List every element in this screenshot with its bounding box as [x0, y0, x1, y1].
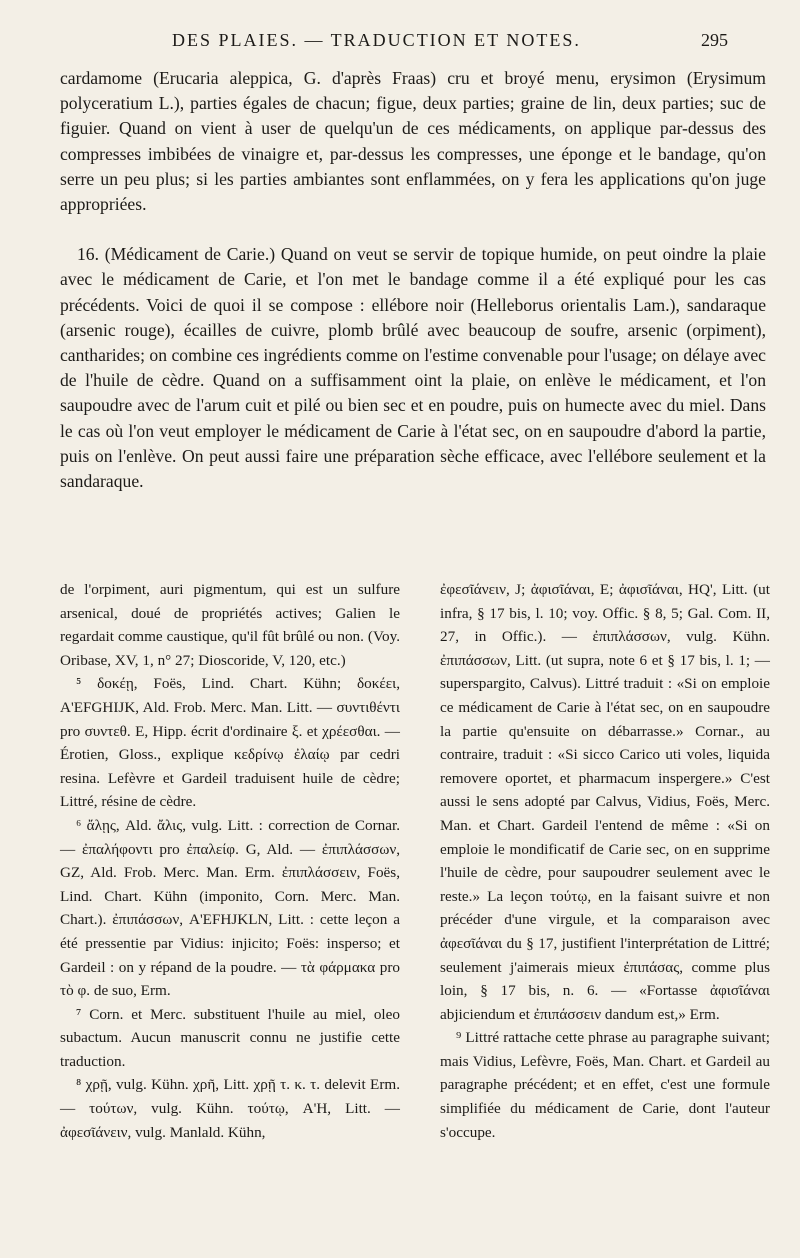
footnote: ⁹ Littré rattache cette phrase au paragraphe suivant; mais Vidius, Lefèvre, Foës, Man. Chart. et Gardeil au paragraphe précédent; et en effet, c'est une formule simplifiée du médicament de Carie, dont l'auteur s'occupe.: [440, 1029, 770, 1141]
footnote: ⁶ ἄλῃς, Ald. ἄλις, vulg. Litt. : correction de Cornar. — ἐπαλήφοντι pro ἐπαλείφ. G, Ald. — ἐπιπλάσσων, GZ, Ald. Frob. Merc. Man. Erm. ἐπιπλάσσειν, Foës, Lind. Chart. Kühn (imponito, Corn. Merc. Man. Chart.). ἐπιπάσσων, A'EFHJKLN, Litt. : cette leçon a été pressentie par Vidius: injicito; Foës: insperso; et Gardeil : on y répand de la poudre. — τὰ φάρμακα pro τὸ φ. de suo, Erm.: [60, 816, 400, 1000]
page-number: 295: [701, 30, 728, 50]
footnote: ⁸ χρῇ, vulg. Kühn. χρῆ, Litt. χρῇ τ. κ. τ. delevit Erm. — τούτων, vulg. Kühn. τούτῳ, A'H, Litt. — ἀφεσῖάνειν, vulg. Manlald. Kühn,: [60, 1076, 400, 1141]
main-text: [60, 66, 766, 494]
running-title: DES PLAIES. — TRADUCTION ET NOTES.: [172, 30, 581, 50]
footnotes-left-column: [60, 578, 400, 1144]
footnote: ⁵ δοκέῃ, Foës, Lind. Chart. Kühn; δοκέει, A'EFGHIJK, Ald. Frob. Merc. Man. Litt. — συντιθέντι pro συντεθ. E, Hipp. écrit d'ordinaire ξ. et χρέεσθαι. — Érotien, Gloss., explique κεδρίνῳ ἐλαίῳ par cedri resina. Lefèvre et Gardeil traduisent huile de cèdre; Littré, résine de cèdre.: [60, 675, 400, 811]
footnote: de l'orpiment, auri pigmentum, qui est un sulfure arsenical, doué de propriétés actives; Galien le regardait comme caustique, qu'il fût brûlé ou non. (Voy. Oribase, XV, 1, n° 27; Dioscoride, V, 120, etc.): [60, 581, 400, 669]
paragraph-continued: cardamome (Erucaria aleppica, G. d'après Fraas) cru et broyé menu, erysimon (Erysimum polyceratium L.), parties égales de chacun; figue, deux parties; graine de lin, deux parties; suc de figuier. Quand on vient à user de quelqu'un de ces médicaments, on applique par-dessus des compresses imbibées de vinaigre et, par-dessus les compresses, une éponge et le bandage, qu'on serre un peu plus; si les parties ambiantes sont enflammées, on y fera les applications qu'on juge appropriées.: [60, 68, 766, 215]
paragraph-16: 16. (Médicament de Carie.) Quand on veut se servir de topique humide, on peut oindre la plaie avec le médicament de Carie, et l'on met le bandage comme il a été expliqué pour les cas précédents. Voici de quoi il se compose : ellébore noir (Helleborus orientalis Lam.), sandaraque (arsenic rouge), écailles de cuivre, plomb brûlé avec beaucoup de soufre, arsenic (orpiment), cantharides; on combine ces ingrédients comme on l'estime convenable pour l'usage; on délaye avec de l'huile de cèdre. Quand on a suffisamment oint la plaie, on enlève le médicament, et l'on saupoudre avec de l'arum cuit et pilé ou bien sec et en poudre, puis on humecte avec du miel. Dans le cas où l'on veut employer le médicament de Carie à l'état sec, on en saupoudre d'abord la partie, puis on l'enlève. On peut aussi faire une préparation sèche efficace, avec l'ellébore seulement et la sandaraque.: [60, 244, 766, 492]
footnote: ⁷ Corn. et Merc. substituent l'huile au miel, oleo subactum. Aucun manuscrit connu ne justifie cette traduction.: [60, 1005, 400, 1070]
footnote: ἐφεσῖάνειν, J; ἀφισῖάναι, E; ἀφισῖάναι, HQ', Litt. (ut infra, § 17 bis, l. 10; voy. Offic. § 8, 5; Gal. Com. II, 27, in Offic.). — ἐπιπλάσσων, vulg. Kühn. ἐπιπάσσων, Litt. (ut supra, note 6 et § 17 bis, l. 1; — superspargito, Calvus). Littré traduit : «Si on emploie ce médicament de Carie à l'état sec, on en saupoudre la partie qu'ensuite on débarrasse.» Cornar., au contraire, traduit : «Si sicco Carico uti voles, liquida removere oportet, et pharmacum inspergere.» C'est aussi le sens adopté par Calvus, Vidius, Foës, Merc. Man. et Chart. Gardeil l'entend de même : «Si on emploie le mondificatif de Carie sec, on en supprime l'huile de cèdre, pour saupoudrer seulement avec le reste.» La leçon τούτῳ, en la faisant suivre et non précéder d'une virgule, et la comparaison avec ἀφεσῖάναι du § 17, justifient l'interprétation de Littré; seulement j'aimerais mieux ἐπιπάσας, comme plus loin, § 17 bis, n. 6. — «Fortasse ἀφισῖάναι abjiciendum et ἐπιπάσσειν dandum est,» Erm.: [440, 581, 770, 1023]
running-header: [60, 30, 740, 56]
footnotes-right-column: [440, 578, 770, 1144]
